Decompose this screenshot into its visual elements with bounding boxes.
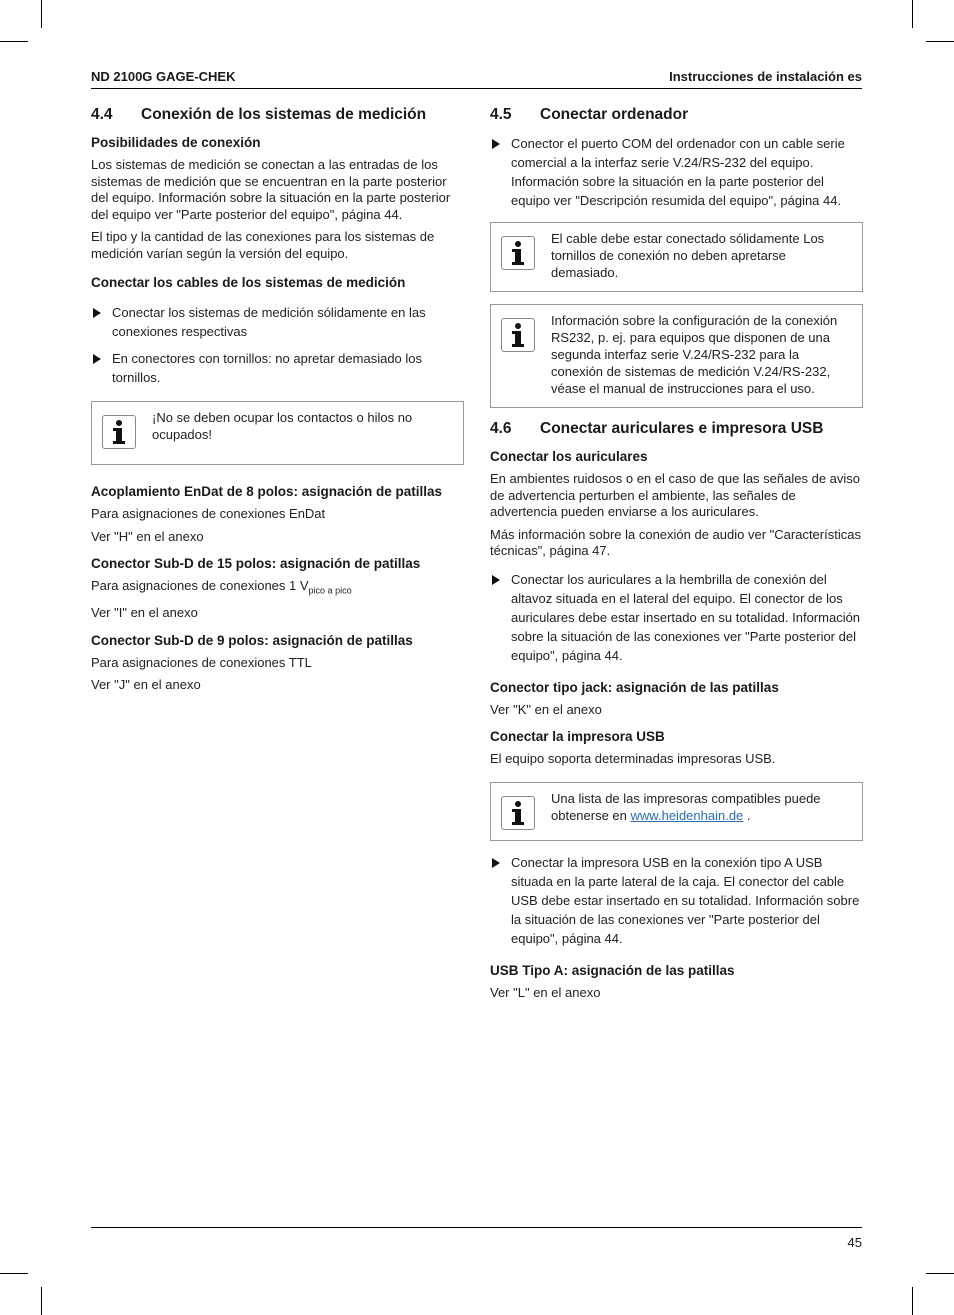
info-note: [490, 222, 863, 292]
info-icon: [102, 415, 136, 449]
header-product: ND 2100G GAGE-CHEK: [91, 69, 236, 84]
section-4-6-heading: [490, 420, 863, 438]
subheading: Conector Sub-D de 9 polos: asignación de patillas: [91, 632, 413, 648]
paragraph: Más información sobre la conexión de audio ver "Características técnicas", página 47.: [490, 526, 861, 559]
crop-mark: [41, 0, 42, 28]
bullet-item: [91, 303, 464, 341]
note-text: [551, 791, 854, 825]
paragraph: Los sistemas de medición se conectan a las entradas de los sistemas de medición que se encuentran en la parte posterior del equipo. Información sobre la situación en la parte posterior del equipo ver "Parte posterior del equipo", página 44.: [91, 157, 451, 222]
crop-mark: [0, 41, 28, 42]
info-icon: [501, 236, 535, 270]
bullet-item: [91, 349, 464, 387]
section-number: 4.4: [91, 106, 113, 123]
subheading: Conectar la impresora USB: [490, 729, 665, 745]
paragraph: [91, 578, 464, 599]
paragraph: Ver "K" en el anexo: [490, 701, 602, 717]
paragraph: El tipo y la cantidad de las conexiones para los sistemas de medición varían según la versión del equipo.: [91, 229, 435, 261]
bullet-item: [490, 134, 863, 210]
note-text: El cable debe estar conectado sólidamente Los tornillos de conexión no deben apretarse demasiado.: [551, 231, 825, 280]
subscript: pico a pico: [308, 585, 352, 596]
section-title: Conectar auriculares e impresora USB: [540, 420, 824, 438]
page-number: 45: [847, 1235, 862, 1250]
header-doc-title: Instrucciones de instalación es: [669, 69, 862, 84]
bullet-item: [490, 570, 863, 665]
subheading: Conector Sub-D de 15 polos: asignación de patillas: [91, 556, 421, 571]
info-icon: [501, 796, 535, 830]
left-column: [91, 106, 464, 700]
subheading: Posibilidades de conexión: [91, 135, 261, 150]
bullet-arrow-icon: [492, 139, 500, 149]
section-4-5-heading: [490, 106, 863, 124]
note-text-post: .: [746, 807, 751, 823]
section-number: 4.6: [490, 420, 512, 438]
bullet-text: En conectores con tornillos: no apretar demasiado los tornillos.: [112, 351, 423, 385]
running-header: [91, 68, 862, 89]
subheading: Conectar los cables de los sistemas de medición: [91, 275, 406, 290]
crop-mark: [0, 1273, 28, 1274]
paragraph: Ver "J" en el anexo: [91, 677, 201, 693]
crop-mark: [926, 1273, 954, 1274]
paragraph: Ver "H" en el anexo: [91, 528, 204, 544]
section-number: 4.5: [490, 106, 512, 123]
paragraph: Ver "L" en el anexo: [490, 984, 601, 1000]
info-icon: [501, 318, 535, 352]
footer-rule: [91, 1227, 862, 1228]
bullet-text: Conectar la impresora USB en la conexión tipo A USB situada en la parte lateral de la caja. El conector del cable USB debe estar insertado en su totalidad. Información sobre la situación de las conexiones ver "Parte posterior del equipo", página 44.: [511, 854, 860, 946]
section-4-4-heading: [91, 106, 464, 124]
info-note: [91, 401, 464, 465]
paragraph: Para asignaciones de conexiones EnDat: [91, 506, 326, 521]
bullet-text: Conectar los sistemas de medición sólidamente en las conexiones respectivas: [112, 305, 426, 339]
heidenhain-link[interactable]: www.heidenhain.de: [630, 807, 744, 823]
bullet-text: Conector el puerto COM del ordenador con un cable serie comercial a la interfaz serie V.24/RS-232 del equipo. Información sobre la situación en la parte posterior del equipo ver "Descripción resumida del equipo", página 44.: [511, 136, 845, 208]
bullet-text: Conectar los auriculares a la hembrilla de conexión del altavoz situada en el lateral del equipo. El conector de los auriculares debe estar insertado en su totalidad. Información sobre la situación de las conexiones ver "Parte posterior del equipo", página 44.: [511, 571, 861, 663]
note-text: ¡No se deben ocupar los contactos o hilos no ocupados!: [152, 410, 413, 442]
bullet-arrow-icon: [492, 858, 500, 868]
note-text-pre: Una lista de las impresoras compatibles puede obtenerse en: [551, 790, 821, 823]
subheading: USB Tipo A: asignación de las patillas: [490, 962, 735, 978]
bullet-arrow-icon: [93, 308, 101, 318]
section-title: Conectar ordenador: [540, 106, 689, 123]
subheading: Conectar los auriculares: [490, 449, 648, 465]
text: Para asignaciones de conexiones 1 V: [91, 578, 309, 593]
bullet-arrow-icon: [93, 354, 101, 364]
paragraph: En ambientes ruidosos o en el caso de que las señales de aviso de advertencia perturben el ambiente, las señales de advertencia pueden enviarse a los auriculares.: [490, 471, 861, 520]
paragraph: El equipo soporta determinadas impresoras USB.: [490, 751, 776, 767]
paragraph: Para asignaciones de conexiones TTL: [91, 654, 312, 670]
right-column: [490, 106, 863, 1007]
note-text: Información sobre la configuración de la conexión RS232, p. ej. para equipos que disponen de una segunda interfaz serie V.24/RS-232 para la conexión de sistemas de medición V.24/RS-232, véase el manual de instrucciones para el uso.: [551, 313, 838, 396]
subheading: Conector tipo jack: asignación de las patillas: [490, 679, 779, 695]
crop-mark: [912, 0, 913, 28]
crop-mark: [912, 1287, 913, 1315]
subheading: Acoplamiento EnDat de 8 polos: asignación de patillas: [91, 484, 443, 499]
crop-mark: [41, 1287, 42, 1315]
bullet-item: [490, 853, 863, 948]
info-note: [490, 782, 863, 841]
bullet-arrow-icon: [492, 575, 500, 585]
paragraph: Ver "I" en el anexo: [91, 605, 198, 621]
section-title: Conexión de los sistemas de medición: [141, 106, 427, 123]
info-note: [490, 304, 863, 408]
crop-mark: [926, 41, 954, 42]
